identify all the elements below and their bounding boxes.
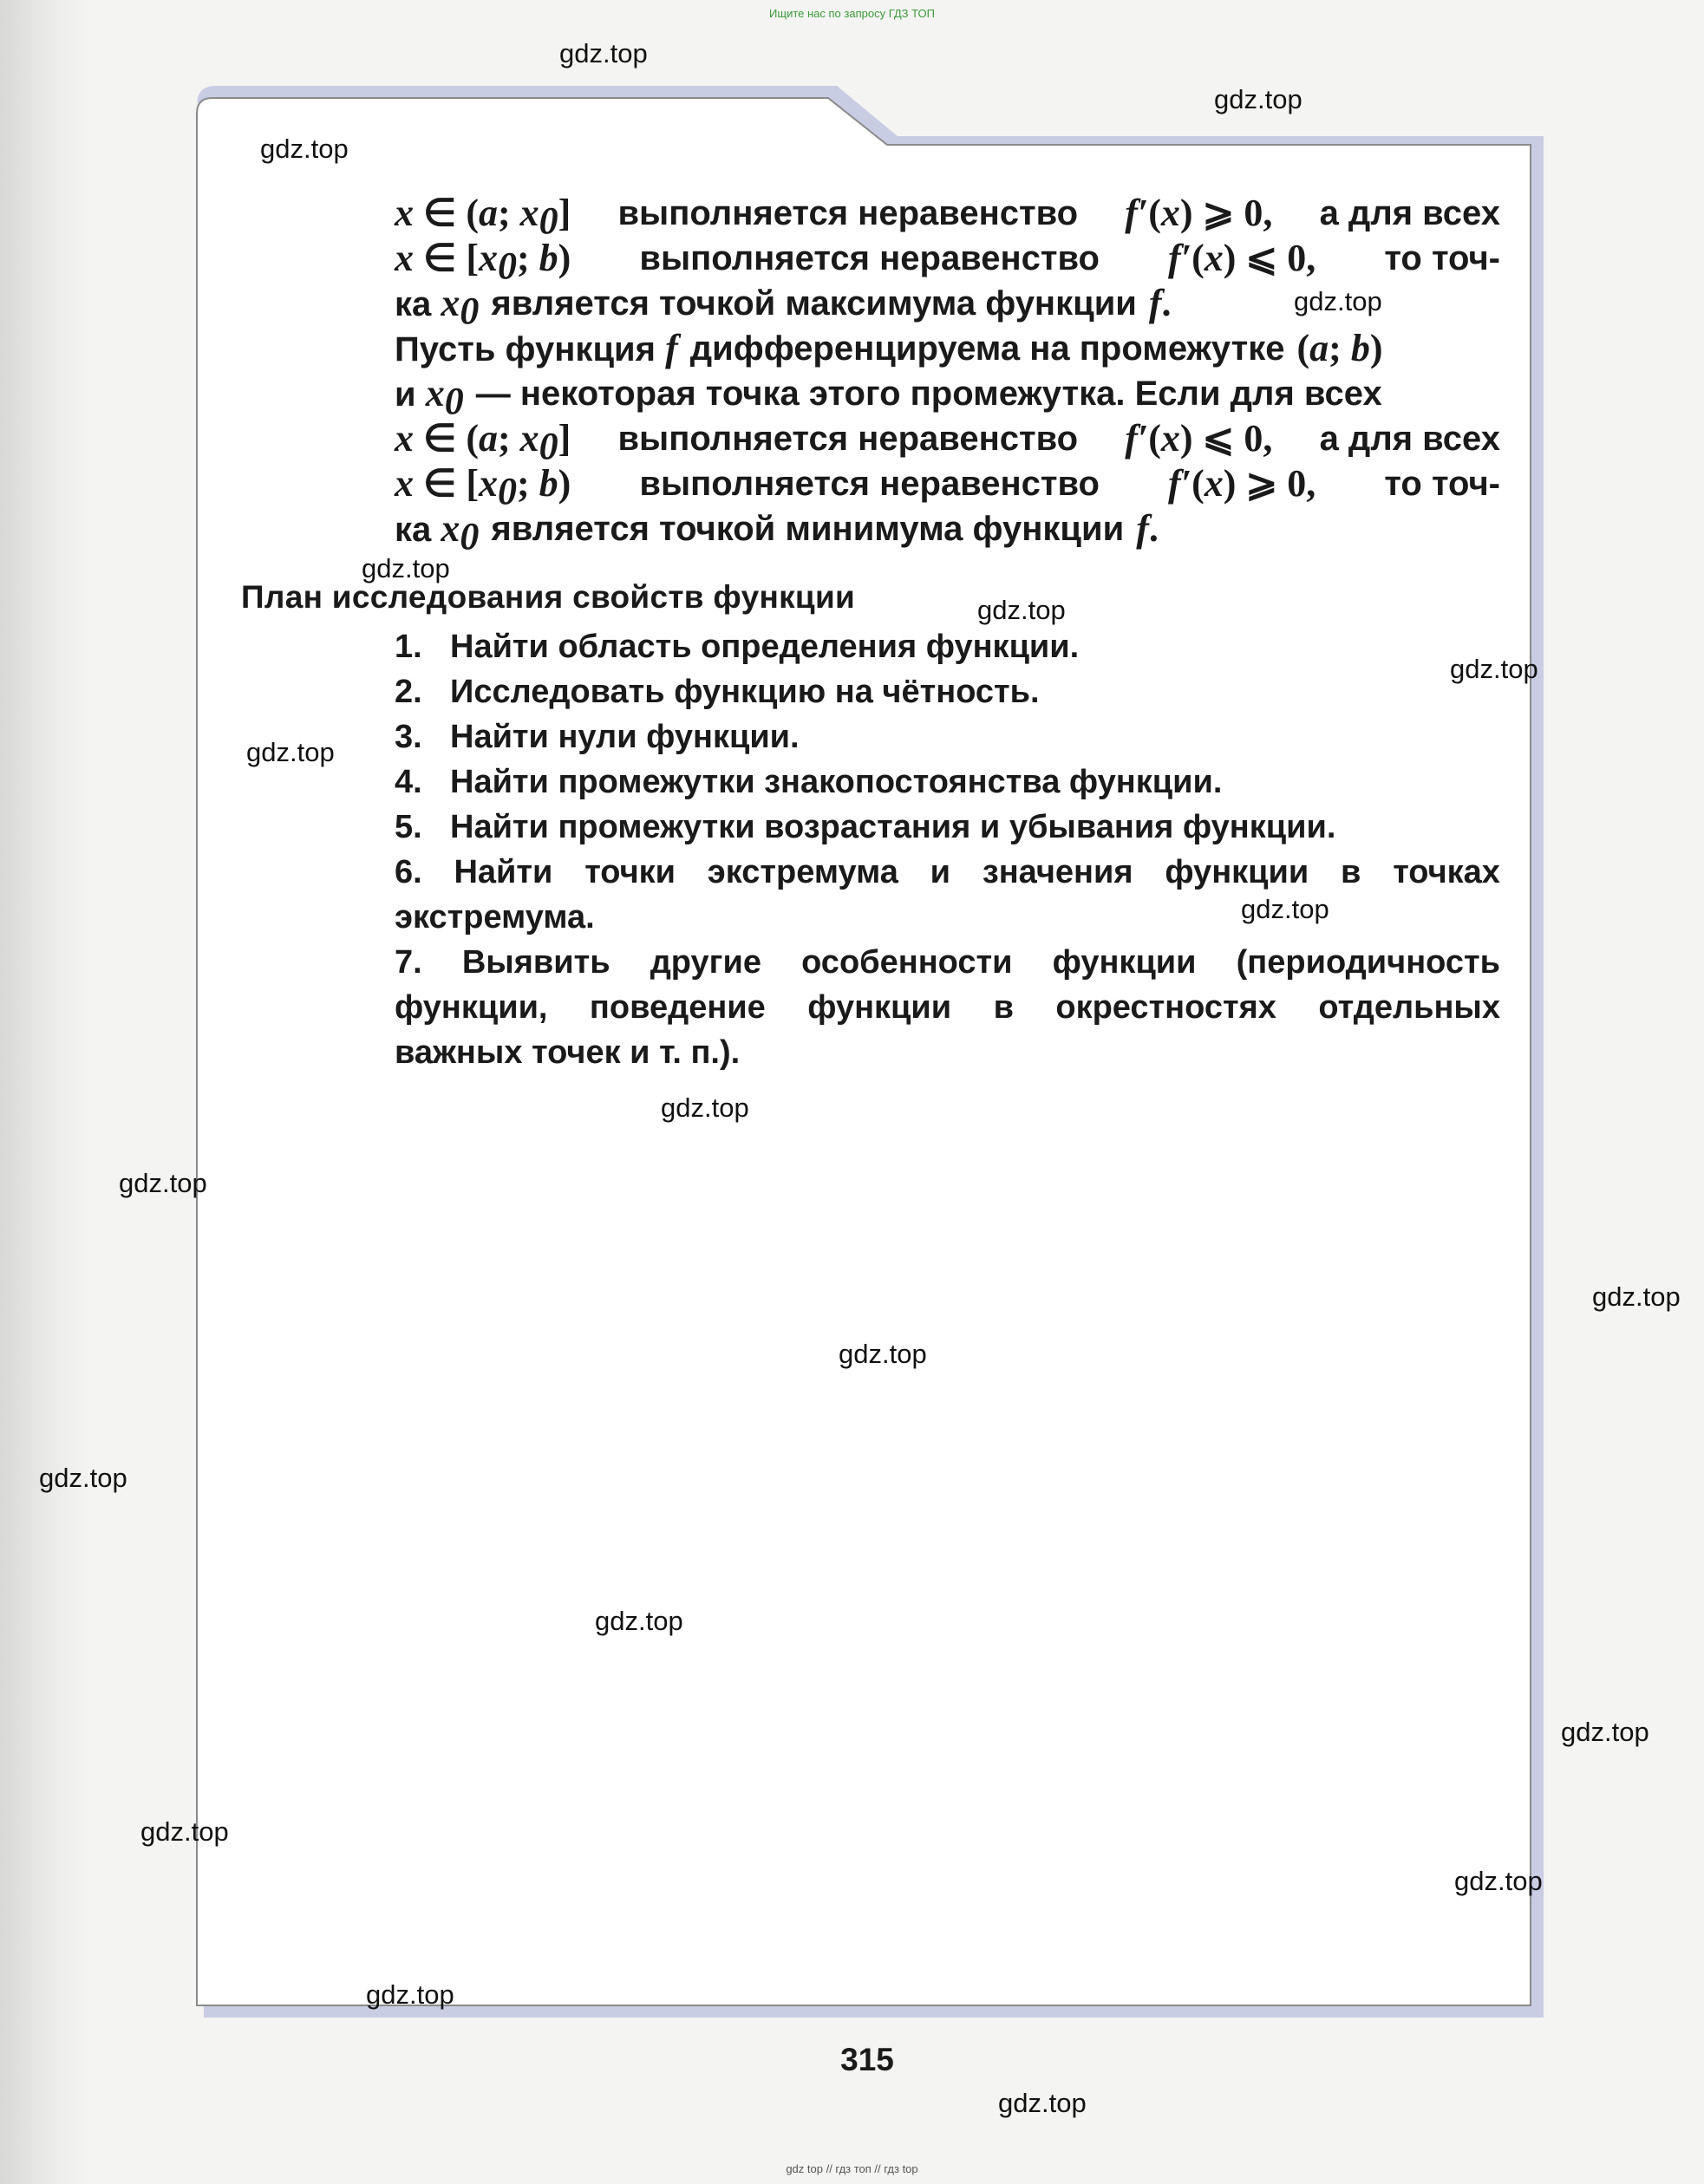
math-operator: ; xyxy=(516,237,539,279)
math-operator: ∈ [ xyxy=(414,237,479,279)
math-operator: ∈ ( xyxy=(414,417,479,460)
math-symbol: f xyxy=(665,327,678,369)
watermark: gdz.top xyxy=(1241,894,1329,924)
math-symbol: x xyxy=(519,192,539,234)
watermark: gdz.top xyxy=(1294,286,1382,316)
text-fragment: дифференцируема на промежутке xyxy=(689,329,1285,368)
word: функции, xyxy=(395,989,548,1026)
plan-item-number: 3. xyxy=(395,719,422,755)
line-start xyxy=(395,281,480,332)
plan-item xyxy=(395,940,1500,985)
plan-item xyxy=(395,1030,1500,1075)
plan-item xyxy=(395,760,1500,805)
math-symbol: x xyxy=(441,507,460,550)
math-operator: ; xyxy=(497,192,520,234)
plan-item-text: Найти промежутки знакопостоянства функции. xyxy=(450,764,1223,800)
text-fragment: является точкой максимума функции xyxy=(491,284,1137,323)
word: поведение xyxy=(589,989,766,1026)
watermark: gdz.top xyxy=(39,1463,127,1493)
watermark: gdz.top xyxy=(140,1816,229,1847)
math-operator: ) ⩽ 0, xyxy=(1223,237,1316,279)
watermark: gdz.top xyxy=(260,134,349,164)
plan-list xyxy=(395,624,1500,1075)
plan-item xyxy=(395,714,1500,760)
word: значения xyxy=(982,854,1133,890)
line-formula xyxy=(1136,506,1159,551)
math-symbol: b xyxy=(539,237,558,279)
plan-item xyxy=(395,669,1500,714)
word: точках xyxy=(1393,854,1500,890)
word: в xyxy=(993,989,1014,1026)
watermark: gdz.top xyxy=(998,2088,1087,2118)
math-operator: . xyxy=(1148,507,1159,550)
plan-item-number: 6. xyxy=(395,854,422,890)
line-formula xyxy=(1149,281,1172,326)
word: отдельных xyxy=(1318,989,1500,1026)
math-operator: ) ⩽ 0, xyxy=(1179,417,1273,460)
math-symbol: f′ xyxy=(1125,417,1149,460)
plan-item-number: 7. xyxy=(395,944,422,981)
text-fragment: то точ- xyxy=(1384,239,1500,277)
text-fragment: выполняется неравенство xyxy=(617,194,1079,232)
watermark: gdz.top xyxy=(661,1092,749,1123)
math-symbol: b xyxy=(539,462,558,505)
math-operator: ) xyxy=(558,462,571,505)
text-fragment: то точ- xyxy=(1384,465,1500,503)
top-banner[interactable]: Ищите нас по запросу ГДЗ ТОП xyxy=(769,7,935,20)
plan-item-text: важных точек и т. п.). xyxy=(395,1034,741,1071)
watermark: gdz.top xyxy=(1214,84,1302,114)
text-fragment: выполняется неравенство xyxy=(639,239,1100,277)
line-start xyxy=(395,191,571,242)
math-symbol: a xyxy=(478,417,498,460)
text-fragment: а для всех xyxy=(1319,420,1500,458)
math-subscript: 0 xyxy=(497,244,517,287)
math-symbol: x xyxy=(1160,192,1180,234)
math-symbol: x xyxy=(1204,237,1224,279)
plan-item-text: Исследовать функцию на чётность. xyxy=(450,674,1040,710)
page-binding-shadow xyxy=(0,0,91,2184)
plan-item-number: 1. xyxy=(395,629,422,665)
watermark: gdz.top xyxy=(246,737,335,767)
plan-item xyxy=(395,624,1500,669)
line-start xyxy=(395,506,480,557)
theory-line xyxy=(395,371,1500,422)
plan-item-text: Найти область определения функции. xyxy=(450,629,1080,665)
watermark: gdz.top xyxy=(1450,654,1538,684)
math-operator: ) ⩾ 0, xyxy=(1179,192,1273,234)
plan-title: План исследования свойств функции xyxy=(241,579,856,615)
math-operator: . xyxy=(1161,282,1172,324)
plan-item-number: 5. xyxy=(395,809,422,845)
plan-item-text: Найти нули функции. xyxy=(450,719,800,755)
math-symbol: x xyxy=(395,237,414,279)
math-operator: ∈ ( xyxy=(414,192,479,234)
theory-block xyxy=(395,191,1500,557)
plan-item-number: 2. xyxy=(395,674,422,710)
math-symbol: f′ xyxy=(1168,462,1192,505)
word: Найти xyxy=(454,854,553,890)
word: точки xyxy=(584,854,676,890)
text-fragment: выполняется неравенство xyxy=(639,465,1100,503)
math-operator: ; xyxy=(516,462,539,505)
plan-item-text: Найти промежутки возрастания и убывания функции. xyxy=(450,809,1336,845)
math-subscript: 0 xyxy=(460,515,480,557)
math-symbol: f′ xyxy=(1168,237,1192,279)
word: особенности xyxy=(801,944,1013,981)
text-fragment: ка xyxy=(395,285,441,323)
line-formula xyxy=(1168,461,1316,506)
math-symbol: x xyxy=(478,237,498,279)
math-operator: ( xyxy=(1148,192,1161,234)
plan-item-number: 4. xyxy=(395,764,422,800)
math-subscript: 0 xyxy=(444,380,464,422)
watermark: gdz.top xyxy=(1561,1717,1649,1747)
watermark: gdz.top xyxy=(1454,1866,1543,1896)
math-symbol: x xyxy=(395,417,414,460)
line-formula xyxy=(1125,191,1272,236)
math-operator: ] xyxy=(558,192,571,234)
math-operator: ; xyxy=(1329,327,1351,369)
math-symbol: f′ xyxy=(1125,192,1149,234)
bottom-banner[interactable]: gdz top // гдз топ // гдз top xyxy=(786,2162,918,2175)
math-symbol: f xyxy=(1148,282,1162,324)
math-symbol: x xyxy=(395,192,414,234)
math-operator: ( xyxy=(1191,237,1205,279)
math-subscript: 0 xyxy=(539,425,558,467)
math-operator: ( xyxy=(1148,417,1161,460)
text-fragment: Пусть функция xyxy=(395,330,666,368)
math-operator: ( xyxy=(1296,327,1310,369)
line-formula xyxy=(1125,416,1272,461)
math-symbol: x xyxy=(395,462,414,505)
watermark: gdz.top xyxy=(362,553,450,583)
watermark: gdz.top xyxy=(366,1979,454,2010)
plan-item xyxy=(395,805,1500,850)
theory-line xyxy=(395,326,1500,371)
line-start xyxy=(395,461,571,512)
word: функции xyxy=(807,989,952,1026)
text-fragment: и xyxy=(395,375,426,414)
watermark: gdz.top xyxy=(595,1606,683,1636)
math-symbol: a xyxy=(1309,327,1329,369)
math-operator: ; xyxy=(497,417,520,460)
word: другие xyxy=(650,944,761,981)
math-operator: ( xyxy=(1191,462,1205,505)
word: в xyxy=(1341,854,1361,890)
theory-line xyxy=(395,416,1500,467)
theory-line xyxy=(395,236,1500,287)
theory-line xyxy=(395,506,1500,557)
math-symbol: x xyxy=(478,462,498,505)
theory-line xyxy=(395,461,1500,512)
plan-item-text: экстремума. xyxy=(395,899,595,936)
math-symbol: b xyxy=(1350,327,1370,369)
math-subscript: 0 xyxy=(460,290,480,332)
math-operator: ) ⩾ 0, xyxy=(1223,462,1316,505)
text-fragment: является точкой минимума функции xyxy=(491,510,1125,548)
word: и xyxy=(930,854,951,890)
text-fragment: — некоторая точка этого промежутка. Если для всех xyxy=(475,375,1382,413)
math-symbol: a xyxy=(478,192,498,234)
line-formula xyxy=(1297,326,1383,371)
math-operator: ∈ [ xyxy=(414,462,479,505)
word: функции xyxy=(1052,944,1197,981)
plan-item xyxy=(395,985,1500,1030)
plan-item xyxy=(395,850,1500,895)
math-subscript: 0 xyxy=(539,199,558,242)
watermark: gdz.top xyxy=(839,1339,927,1369)
line-start xyxy=(395,416,571,467)
math-symbol: f xyxy=(1136,507,1149,550)
watermark: gdz.top xyxy=(1592,1281,1681,1312)
math-operator: ) xyxy=(558,237,571,279)
math-operator: ] xyxy=(558,417,571,460)
line-start xyxy=(395,236,571,287)
word: окрестностях xyxy=(1055,989,1276,1026)
watermark: gdz.top xyxy=(119,1168,207,1198)
line-formula xyxy=(1168,236,1316,281)
text-fragment: выполняется неравенство xyxy=(617,420,1079,458)
word: Выявить xyxy=(461,944,610,981)
math-symbol: x xyxy=(441,282,460,324)
watermark: gdz.top xyxy=(559,38,648,68)
text-fragment: а для всех xyxy=(1319,194,1500,232)
word: функции xyxy=(1165,854,1309,890)
page-number: 315 xyxy=(840,2042,894,2077)
watermark: gdz.top xyxy=(977,595,1066,625)
text-fragment: ка xyxy=(395,511,441,549)
line-start xyxy=(395,371,464,422)
math-symbol: x xyxy=(1160,417,1180,460)
math-symbol: x xyxy=(425,372,445,414)
plan-item xyxy=(395,895,1500,940)
word: экстремума xyxy=(707,854,898,890)
math-subscript: 0 xyxy=(497,470,517,512)
line-start xyxy=(395,326,678,371)
math-operator: ) xyxy=(1369,327,1383,369)
word: (периодичность xyxy=(1236,944,1500,981)
theory-line xyxy=(395,191,1500,242)
math-symbol: x xyxy=(519,417,539,460)
math-symbol: x xyxy=(1204,462,1224,505)
